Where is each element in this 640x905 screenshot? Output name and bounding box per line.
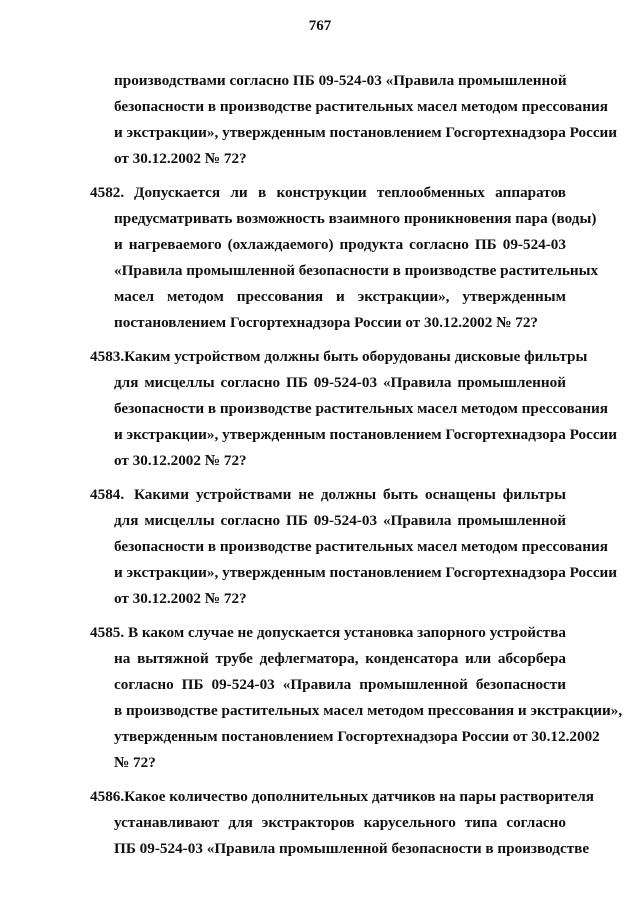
question-number: 4586. (90, 788, 125, 805)
paragraph-line: производствами согласно ПБ 09-524-03 «Правила промышленной (114, 72, 567, 89)
question-line: для мисцеллы согласно ПБ 09-524-03 «Правила промышленной (114, 512, 566, 529)
question-first-line (90, 620, 566, 646)
question-line: в производстве растительных масел методом прессования и экстракции», (114, 702, 623, 719)
question-first-line (90, 482, 566, 508)
question-number: 4583. (90, 348, 125, 365)
question-line: «Правила промышленной безопасности в производстве растительных (114, 262, 599, 279)
question-line: безопасности в производстве растительных масел методом прессования (114, 538, 608, 555)
question-line: для мисцеллы согласно ПБ 09-524-03 «Правила промышленной (114, 374, 566, 391)
question-line: и экстракции», утвержденным постановлением Госгортехнадзора России (114, 564, 618, 581)
question-text: В каком случае не допускается установка запорного устройства (127, 624, 566, 641)
question-text: Какое количество дополнительных датчиков на пары растворителя (124, 788, 594, 805)
question-text: Каким устройством должны быть оборудованы дисковые фильтры (124, 348, 588, 365)
question-line: масел методом прессования и экстракции», утвержденным (114, 288, 566, 305)
question-4584 (90, 482, 618, 612)
question-line: № 72? (114, 754, 156, 771)
question-line: согласно ПБ 09-524-03 «Правила промышленной безопасности (114, 676, 566, 693)
question-4586 (90, 784, 594, 862)
question-4582 (90, 180, 599, 336)
document-body (90, 68, 623, 862)
question-line: постановлением Госгортехнадзора России от 30.12.2002 № 72? (114, 314, 539, 331)
page-number: 767 (308, 18, 332, 34)
question-line: от 30.12.2002 № 72? (114, 452, 247, 469)
question-first-line (90, 344, 588, 370)
question-line: и нагреваемого (охлаждаемого) продукта согласно ПБ 09-524-03 (114, 236, 566, 253)
paragraph-line: от 30.12.2002 № 72? (114, 150, 247, 167)
question-text: Какими устройствами не должны быть оснащены фильтры (134, 486, 566, 503)
question-line: на вытяжной трубе дефлегматора, конденсатора или абсорбера (114, 650, 566, 667)
question-4583 (90, 344, 618, 474)
question-line: предусматривать возможность взаимного проникновения пара (воды) (114, 210, 597, 227)
question-number: 4582. (90, 184, 125, 201)
question-number: 4584. (90, 486, 125, 503)
question-first-line (90, 784, 594, 810)
question-line: ПБ 09-524-03 «Правила промышленной безопасности в производстве (114, 840, 590, 857)
question-line: утвержденным постановлением Госгортехнадзора России от 30.12.2002 (114, 728, 600, 745)
question-line: от 30.12.2002 № 72? (114, 590, 247, 607)
question-4585 (90, 620, 623, 776)
question-line: безопасности в производстве растительных масел методом прессования (114, 400, 608, 417)
question-line: и экстракции», утвержденным постановлением Госгортехнадзора России (114, 426, 618, 443)
question-first-line (90, 180, 566, 206)
paragraph-line: и экстракции», утвержденным постановлением Госгортехнадзора России (114, 124, 618, 141)
question-line: устанавливают для экстракторов карусельного типа согласно (114, 814, 566, 831)
question-text: Допускается ли в конструкции теплообменных аппаратов (134, 184, 566, 201)
continuation-paragraph (90, 68, 618, 172)
paragraph-line: безопасности в производстве растительных масел методом прессования (114, 98, 608, 115)
question-number: 4585. (90, 624, 125, 641)
